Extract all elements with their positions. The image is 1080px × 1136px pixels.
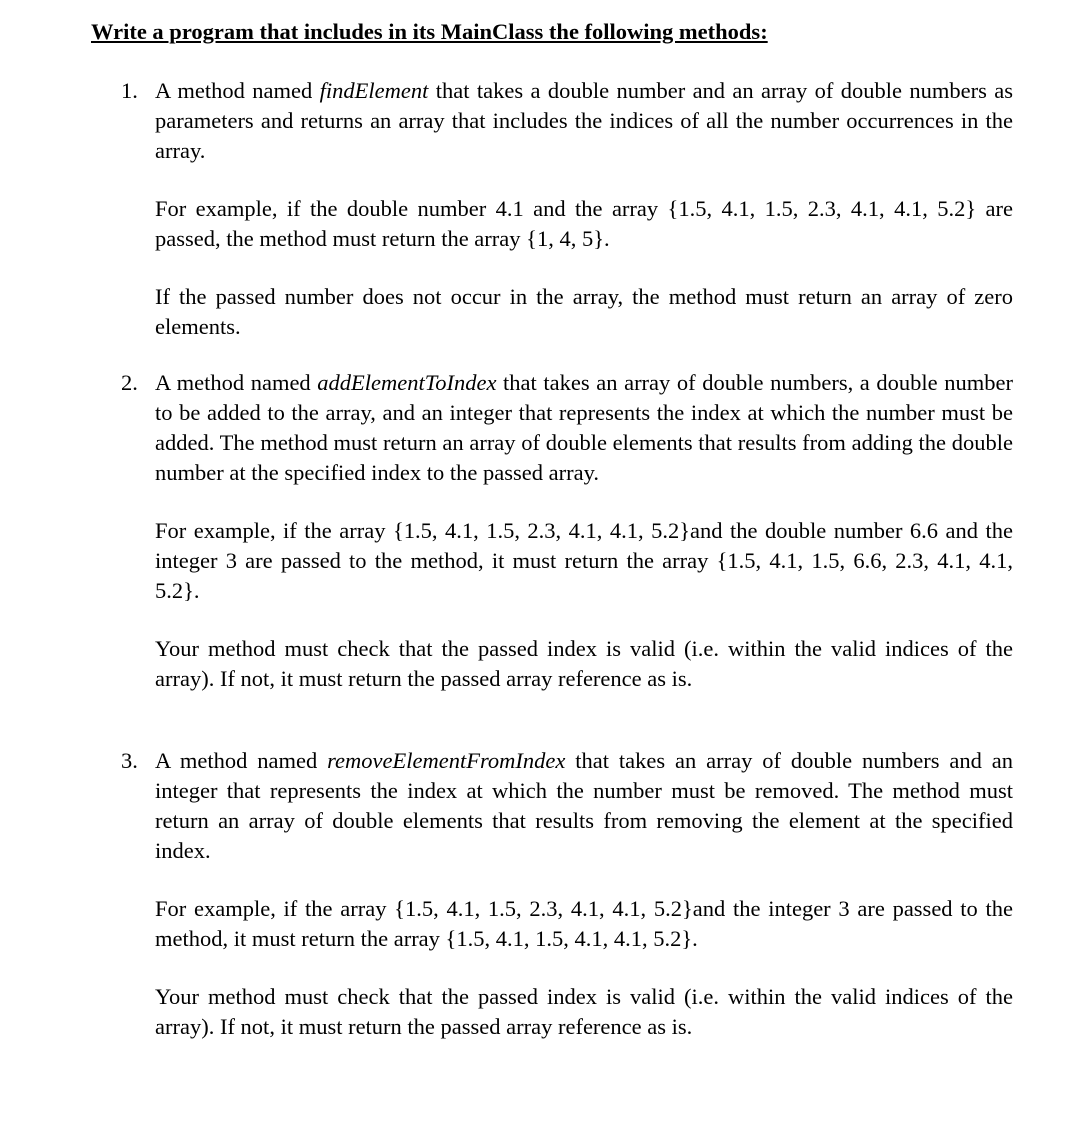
list-item-add-element-to-index <box>121 368 1013 694</box>
item-description <box>155 368 1013 488</box>
description-lead: A method named <box>155 370 318 395</box>
item-description <box>155 746 1013 866</box>
item-number: 2. <box>121 370 138 395</box>
description-rest: that takes a double number and an array of double numbers as parameters and returns an array that includes the indices of all the number occurrences in the array. <box>155 78 1013 163</box>
description-rest: that takes an array of double numbers, a double number to be added to the array, and an integer that represents the index at which the number must be added. The method must return an array of double elements that results from adding the double number at the specified index to the passed array. <box>155 370 1013 485</box>
assignment-heading: Write a program that includes in its MainClass the following methods: <box>91 19 768 44</box>
description-rest: that takes an array of double numbers and an integer that represents the index at which the number must be removed. The method must return an array of double elements that results from removing the element at the specified index. <box>155 748 1013 863</box>
item-number: 3. <box>121 748 138 773</box>
list-item-remove-element-from-index <box>121 746 1013 1042</box>
method-name: addElementToIndex <box>317 370 497 395</box>
method-name: findElement <box>319 78 429 103</box>
item-description <box>155 76 1013 166</box>
description-lead: A method named <box>155 78 320 103</box>
item-number: 1. <box>121 78 138 103</box>
item-example: For example, if the array {1.5, 4.1, 1.5, 2.3, 4.1, 4.1, 5.2}and the double number 6.6 and the integer 3 are passed to the method, it must return the array {1.5, 4.1, 1.5, 6.6, 2.3, 4.1, 4.1, 5.2}. <box>155 518 1013 603</box>
item-example: For example, if the double number 4.1 and the array {1.5, 4.1, 1.5, 2.3, 4.1, 4.1, 5.2} are passed, the method must return the array {1, 4, 5}. <box>155 196 1013 251</box>
item-note: If the passed number does not occur in the array, the method must return an array of zero elements. <box>155 284 1013 339</box>
item-note: Your method must check that the passed index is valid (i.e. within the valid indices of the array). If not, it must return the passed array reference as is. <box>155 984 1013 1039</box>
method-name: removeElementFromIndex <box>327 748 566 773</box>
list-item-find-element <box>121 76 1013 342</box>
description-lead: A method named <box>155 748 328 773</box>
item-example: For example, if the array {1.5, 4.1, 1.5, 2.3, 4.1, 4.1, 5.2}and the integer 3 are passed to the method, it must return the array {1.5, 4.1, 1.5, 4.1, 4.1, 5.2}. <box>155 896 1013 951</box>
item-note: Your method must check that the passed index is valid (i.e. within the valid indices of the array). If not, it must return the passed array reference as is. <box>155 636 1013 691</box>
